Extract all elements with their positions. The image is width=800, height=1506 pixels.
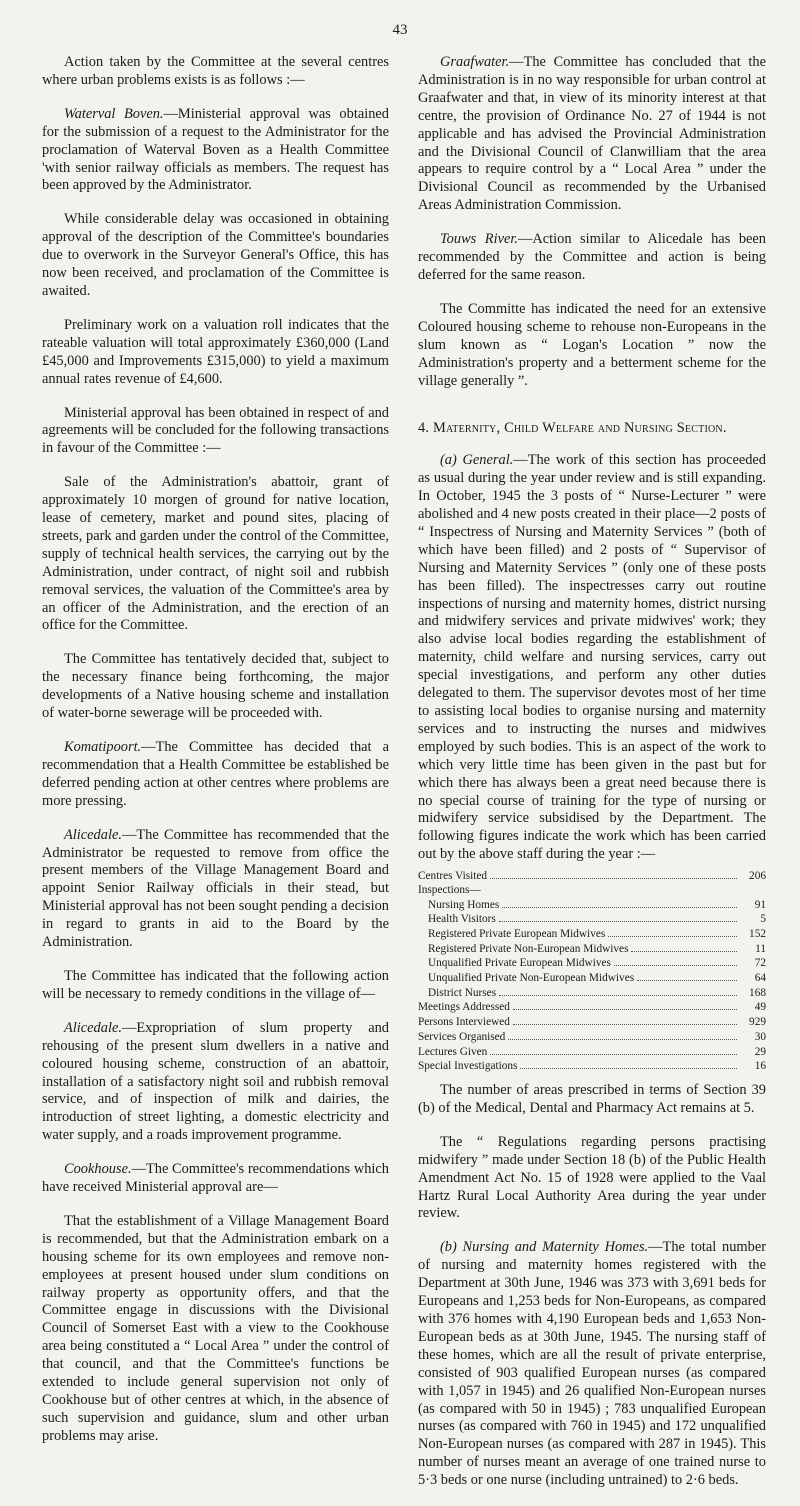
dot-leader (513, 1015, 737, 1025)
paragraph: Touws River.—Action similar to Alicedale has been recommended by the Committee and action is being deferred for the same reason. (418, 231, 766, 283)
stat-label: Lectures Given (418, 1045, 488, 1058)
stat-label: Unqualified Private European Midwives (428, 957, 611, 970)
statistics-table (418, 869, 766, 1074)
stat-label: Special Investigations (418, 1060, 518, 1073)
stat-label: Meetings Addressed (418, 1001, 510, 1014)
stat-value: 49 (754, 1001, 766, 1014)
page-number: 43 (392, 22, 408, 38)
stat-value: 16 (754, 1060, 766, 1073)
stat-label: Registered Private Non-European Midwives (428, 942, 629, 955)
stat-row (418, 898, 766, 913)
stat-label: Health Visitors (428, 913, 496, 926)
dot-leader (614, 956, 737, 966)
dot-leader (631, 942, 737, 952)
dot-leader (490, 869, 737, 879)
paragraph: (b) Nursing and Maternity Homes.—The total number of nursing and maternity homes registered with the Department at 30th June, 1946 was 373 with 3,691 beds for Europeans and 1,253 beds for Non-Europeans, as compared with 376 homes with 4,190 European beds and 1,653 Non-European beds as at 30th June, 1945. The nursing staff of these homes, which are all the result of private enterprise, consisted of 903 qualified European nurses (as compared with 1,057 in 1945) and 26 qualified Non-European nurses (as compared with 50 in 1945) ; 783 unqualified European nurses (as compared with 760 in 1945) and 172 unqualified Non-European nurses (as compared with 287 in 1945). This number of nurses meant an average of one trained nurse to 5·3 beds or one nurse (including untrained) to 2·6 beds. (418, 1239, 767, 1489)
stat-row (418, 1030, 766, 1045)
stat-row (418, 1000, 766, 1015)
stat-value: 29 (754, 1045, 766, 1058)
dot-leader (508, 1030, 737, 1040)
paragraph: Alicedale.—Expropriation of slum property and rehousing of the present slum dwellers in a native and coloured housing scheme, construction of an abattoir, installation of a satisfactory night soil and rubbish removal service, and of inspection of milk and dairies, the introduction of street lighting, a domestic electricity and water supply, and a roads improvement programme. (42, 1019, 389, 1144)
stat-value: 929 (749, 1016, 766, 1029)
paragraph: Sale of the Administration's abattoir, grant of approximately 10 morgen of ground for native location, lease of cemetery, market and pound sites, placing of streets, park and garden under the control of the Committee, supply of technical health services, the carrying out by the Administration, under contract, of night soil and rubbish removal services, the valuation of the Committee's area by an officer of the Administration, and the erection of an office for the Committee. (42, 474, 389, 634)
paragraph: Alicedale.—The Committee has recommended that the Administrator be requested to remove from office the present members of the Village Management Board and appoint Senior Railway officials in their stead, but Ministerial approval has not been sought pending a decision in regard to grants in aid to the Board by the Administration. (42, 826, 389, 951)
paragraph: Ministerial approval has been obtained in respect of and agreements will be concluded for the following transactions in favour of the Committee :— (42, 404, 389, 457)
dot-leader (513, 1000, 737, 1010)
paragraph: The “ Regulations regarding persons practising midwifery ” made under Section 18 (b) of the Public Health Amendment Act No. 15 of 1928 were applied to the Vaal Hartz Rural Local Authority Area during the year under review. (418, 1133, 766, 1222)
stat-row (418, 1015, 766, 1030)
paragraph: The Committee has indicated that the following action will be necessary to remedy conditions in the village of— (42, 967, 389, 1002)
stat-label: Inspections— (418, 883, 481, 896)
paragraph: Preliminary work on a valuation roll indicates that the rateable valuation will total approximately £360,000 (Land £45,000 and Improvements £315,000) to yield a maximum annual rates revenue of £4,600. (42, 316, 389, 387)
stat-label: Registered Private European Midwives (428, 927, 606, 940)
stat-label: District Nurses (428, 986, 497, 999)
stat-row (418, 971, 766, 986)
paragraph: (a) General.—The work of this section has proceeded as usual during the year under review and is still expanding. In October, 1945 the 3 posts of “ Nurse-Lecturer ” were abolished and 4 new posts created in their place—2 posts of “ Inspectress of Nursing and Maternity Services ” (both of which have been filled) and 2 posts of “ Supervisor of Nursing and Maternity Services ” (only one of these posts has been filled). The inspectresses carry out routine inspections of nursing and maternity homes, district nursing and midwifery services and private midwives' work; they also advise local bodies regarding the establishment of maternity, child welfare and nursing services, carry out special investigations, and perform any other duties delegated to them. The supervisor devotes most of her time to assisting local bodies to organise nursing and maternity services and to instructing the nurses and midwives employed by such bodies. This is an aspect of the work to which very little time has been given in the past but for which there has always been a great need because there is no special course of training for the type of nursing or midwifery service subsidised by the Department. The following figures indicate the work which has been carried out by the above staff during the year :— (418, 452, 766, 863)
paragraph: Waterval Boven.—Ministerial approval was obtained for the submission of a request to the Administrator for the proclamation of Waterval Boven as a Health Committee 'with senior railway officials as members. The request has been approved by the Administrator. (42, 105, 389, 194)
stat-row (418, 1059, 766, 1074)
stat-value: 30 (754, 1030, 766, 1043)
dot-leader (490, 1045, 737, 1055)
paragraph: The Committee has tentatively decided that, subject to the necessary finance being forthcoming, the major developments of a Native housing scheme and installation of water-borne sewerage will be proceeded with. (42, 651, 389, 722)
stat-label: Services Organised (418, 1030, 506, 1043)
section-heading: 4. Maternity, Child Welfare and Nursing Section. (418, 420, 727, 437)
dot-leader (499, 912, 737, 922)
left-column (42, 54, 389, 1462)
stat-value: 64 (754, 972, 766, 985)
right-column (418, 54, 766, 1506)
stat-value: 72 (754, 957, 766, 970)
stat-value: 11 (755, 942, 766, 955)
paragraph: That the establishment of a Village Management Board is recommended, but that the Administration embark on a housing scheme for its own employees and remove non-employees at present housed under slum conditions on railway property as opportunity offers, and that the Committee engage in discussions with the Divisional Council of Somerset East with a view to the Cookhouse area being constituted a “ Local Area ” under the control of that council, and that the Committee's functions be extended to include general supervision not only of Cookhouse but of other centres at which, in the absence of such supervision and guidance, slum and other urban problems may arise. (42, 1212, 389, 1444)
paragraph: The number of areas prescribed in terms of Section 39 (b) of the Medical, Dental and Pharmacy Act remains at 5. (418, 1082, 766, 1116)
stat-value: 5 (760, 913, 766, 926)
stat-row (418, 927, 766, 942)
stat-label: Persons Interviewed (418, 1016, 510, 1029)
stat-value: 152 (749, 927, 766, 940)
dot-leader (608, 927, 737, 937)
stat-value: 168 (749, 986, 766, 999)
paragraph: Cookhouse.—The Committee's recommendations which have received Ministerial approval are— (42, 1161, 389, 1196)
stat-row (418, 986, 766, 1001)
paragraph: The Committe has indicated the need for an extensive Coloured housing scheme to rehouse non-Europeans in the slum known as “ Logan's Location ” now the Administration's property and a betterment scheme for the village generally ”. (418, 300, 766, 389)
stat-value: 206 (749, 870, 766, 883)
dot-leader (499, 986, 737, 996)
dot-leader (520, 1059, 737, 1069)
stat-label: Unqualified Private Non-European Midwives (428, 972, 635, 985)
stat-label: Nursing Homes (428, 898, 500, 911)
stat-row (418, 942, 766, 957)
dot-leader (637, 971, 737, 981)
stat-row (418, 1045, 766, 1060)
stat-value: 91 (754, 898, 766, 911)
paragraph: Action taken by the Committee at the several centres where urban problems exists is as follows :— (42, 54, 389, 88)
paragraph: While considerable delay was occasioned in obtaining approval of the description of the Committee's boundaries due to overwork in the Surveyor General's Office, this has now been received, and proclamation of the Committee is awaited. (42, 211, 389, 299)
paragraph: Komatipoort.—The Committee has decided that a recommendation that a Health Committee be established be deferred pending action at other centres where problems are more pressing. (42, 739, 389, 809)
dot-leader (502, 898, 737, 908)
stat-row (418, 884, 766, 898)
stat-row (418, 956, 766, 971)
stat-label: Centres Visited (418, 870, 488, 883)
paragraph: Graafwater.—The Committee has concluded that the Administration is in no way responsible for urban control at Graafwater and that, in view of its minority interest at that centre, the provision of Ordinance No. 27 of 1944 is not applicable and has advised the Provincial Administration and the Divisional Council of Clanwilliam that the area appears to require control by a “ Local Area ” under the Divisional Council as recommended by the Urbanised Areas Administration Commission. (418, 54, 766, 214)
stat-row (418, 912, 766, 927)
stat-row (418, 869, 766, 884)
